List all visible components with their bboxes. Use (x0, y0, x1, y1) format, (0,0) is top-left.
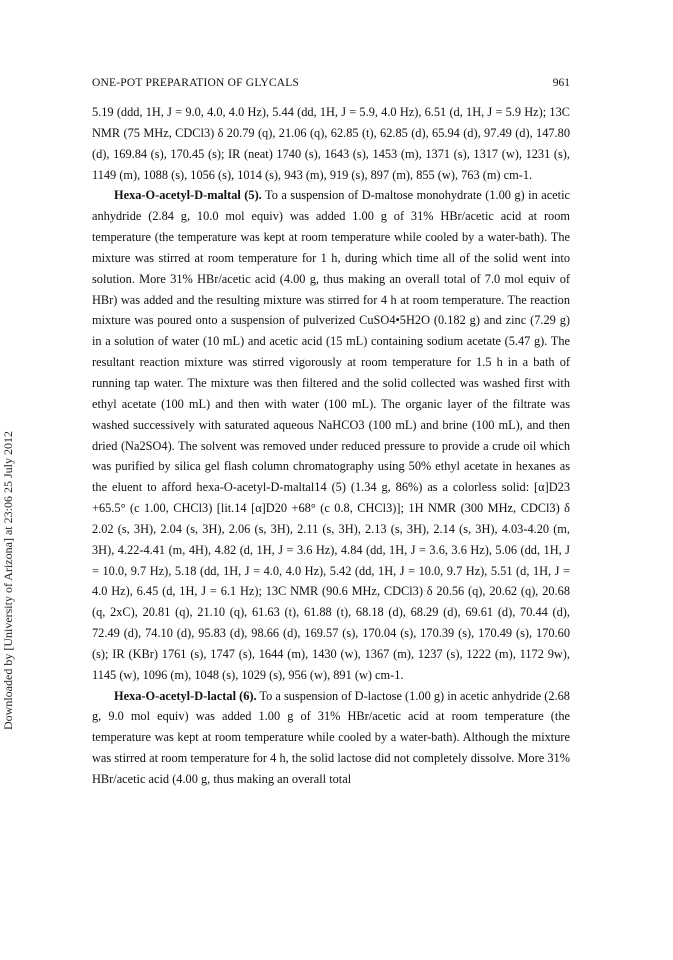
compound-heading: Hexa-O-acetyl-D-maltal (5). (114, 188, 262, 203)
paragraph-nmr-continued (92, 102, 570, 185)
paragraph-text: To a suspension of D-maltose monohydrate (1.00 g) in acetic anhydride (2.84 g, 10.0 mol equiv) was added 1.00 g of 31% HBr/acetic acid at room temperature (the temperature was kept at room temperature while cooled by a water-bath). The mixture was stirred at room temperature for 1 h, during which time all of the solid went into solution. More 31% HBr/acetic acid (4.00 g, thus making an overall total of 7.0 mol equiv of HBr) was added and the resulting mixture was stirred for 4 h at room temperature. The reaction mixture was poured onto a suspension of pulverized CuSO4•5H2O (0.182 g) and zinc (7.29 g) in a solution of water (10 mL) and acetic acid (15 mL) containing sodium acetate (5.47 g). The resultant reaction mixture was stirred vigorously at room temperature for 1.5 h in a bath of running tap water. The mixture was then filtered and the solid collected was washed first with ethyl acetate (100 mL) and then with water (100 mL). The organic layer of the filtrate was washed successively with saturated aqueous NaHCO3 (100 mL) and brine (100 mL), and then dried (Na2SO4). The solvent was removed under reduced pressure to provide a crude oil which was purified by silica gel flash column chromatography using 50% ethyl acetate in hexanes as the eluent to afford hexa-O-acetyl-D-maltal14 (5) (1.34 g, 86%) as a colorless solid: [α]D23 +65.5° (c 1.00, CHCl3) [lit.14 [α]D20 +68° (c 0.8, CHCl3)]; 1H NMR (300 MHz, CDCl3) δ 2.02 (s, 3H), 2.04 (s, 3H), 2.06 (s, 3H), 2.11 (s, 3H), 2.13 (s, 3H), 2.14 (s, 3H), 4.03-4.20 (m, 3H), 4.22-4.41 (m, 4H), 4.82 (d, 1H, J = 3.6 Hz), 4.84 (dd, 1H, J = 3.6, 3.6 Hz), 5.06 (dd, 1H, J = 10.0, 9.7 Hz), 5.18 (dd, 1H, J = 4.0, 4.0 Hz), 5.42 (dd, 1H, J = 10.0, 9.7 Hz), 5.51 (d, 1H, J = 4.0 Hz), 6.45 (d, 1H, J = 6.1 Hz); 13C NMR (90.6 MHz, CDCl3) δ 20.56 (q), 20.62 (q), 20.68 (q, 2xC), 20.81 (q), 21.10 (q), 61.63 (t), 61.88 (t), 68.18 (d), 68.29 (d), 69.61 (d), 70.44 (d), 72.49 (d), 74.10 (d), 95.83 (d), 98.66 (d), 169.57 (s), 170.04 (s), 170.39 (s), 170.49 (s), 170.60 (s); IR (KBr) 1761 (s), 1747 (s), 1644 (m), 1430 (w), 1367 (m), 1237 (s), 1222 (m), 1172 9w), 1145 (w), 1096 (m), 1048 (s), 1029 (s), 956 (w), 891 (w) cm-1. (92, 188, 570, 682)
paragraph-text: 5.19 (ddd, 1H, J = 9.0, 4.0, 4.0 Hz), 5.44 (dd, 1H, J = 5.9, 4.0 Hz), 6.51 (d, 1H, J = 5.9 Hz); 13C NMR (75 MHz, CDCl3) δ 20.79 (q), 21.06 (q), 62.85 (t), 62.85 (d), 65.94 (d), 97.49 (d), 147.80 (d), 169.84 (s), 170.45 (s); IR (neat) 1740 (s), 1643 (s), 1453 (m), 1371 (s), 1317 (w), 1231 (s), 1149 (m), 1088 (s), 1056 (s), 1014 (s), 943 (m), 919 (s), 897 (m), 855 (w), 763 (m) cm-1. (92, 105, 570, 182)
running-title: ONE-POT PREPARATION OF GLYCALS (92, 77, 300, 89)
paragraph-text: To a suspension of D-lactose (1.00 g) in acetic anhydride (2.68 g, 9.0 mol equiv) was added 1.00 g of 31% HBr/acetic acid at room temperature (the temperature was kept at room temperature while cooled by a water-bath). Although the mixture was stirred at room temperature for 4 h, the solid lactose did not completely dissolve. More 31% HBr/acetic acid (4.00 g, thus making an overall total (92, 688, 570, 786)
paragraph-lactal (92, 686, 570, 790)
page-number: 961 (552, 77, 570, 89)
article-body (92, 102, 570, 790)
running-header (92, 77, 570, 93)
compound-heading: Hexa-O-acetyl-D-lactal (6). (114, 688, 257, 703)
paragraph-maltal (92, 185, 570, 685)
download-watermark: Downloaded by [University of Arizona] at 23:06 25 July 2012 (1, 431, 15, 730)
